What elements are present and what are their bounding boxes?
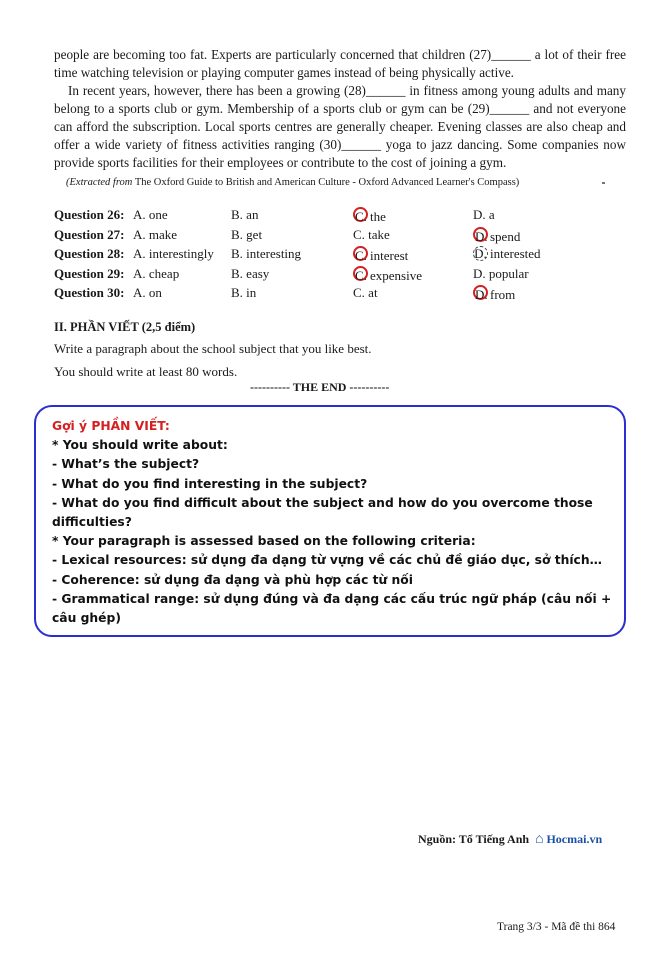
option-c-text: at <box>368 285 378 300</box>
option-d-text: from <box>490 287 516 302</box>
option-b: B. easy <box>231 265 270 281</box>
option-c-text: interest <box>370 248 409 263</box>
option-c-letter: C. <box>353 285 365 300</box>
option-d-letter: D. <box>473 265 486 281</box>
answer-circle-mark: C. <box>355 248 367 263</box>
answer-circle-mark: D. <box>475 228 488 244</box>
the-end-marker: ---------- THE END ---------- <box>250 380 390 394</box>
hint-title: Gợi ý PHẦN VIẾT: <box>52 419 170 433</box>
answer-circle-mark: C. <box>355 267 367 283</box>
option-b: B. in <box>231 285 257 300</box>
option-d <box>473 246 541 262</box>
option-a: A. interestingly <box>133 246 214 261</box>
scan-mark <box>602 182 605 184</box>
hint-line: - Grammatical range: sử dụng đúng và đa dạng các cấu trúc ngữ pháp (câu nối + câu ghép) <box>52 591 612 626</box>
option-c-text: the <box>370 209 386 224</box>
hint-line: * Your paragraph is assessed based on the following criteria: <box>52 534 476 549</box>
option-a: A. cheap <box>133 265 180 281</box>
option-d-text: a <box>488 207 495 222</box>
hint-line: * You should write about: <box>52 438 228 453</box>
answer-circle-mark: C. <box>355 209 367 224</box>
answer-circle-mark: D. <box>475 287 488 302</box>
hint-line: - Coherence: sử dụng đa dạng và phù hợp các từ nối <box>52 572 413 587</box>
option-c <box>353 266 422 284</box>
hint-line: - What’s the subject? <box>52 457 200 472</box>
hint-line: - What do you find difficult about the subject and how do you overcome those difficulties? <box>52 495 593 530</box>
hocmai-logo-icon: ⌂ <box>535 832 544 847</box>
pencil-circle-mark: D. <box>474 246 487 261</box>
option-b: B. an <box>231 207 259 222</box>
passage-paragraph-2: In recent years, however, there has been a growing (28)______ in fitness among young adults and many belong to a sports club or gym. Membership of a sports club or gym can be (29)______ and not everyone can afford the subscription. Local sports centres are generally cheaper. Evening classes are also cheap and offer a wide variety of fitness activities ranging (30)______ yoga to jazz dancing. Some companies now provide sports facilities for their employees or contribute to the cost of joining a gym. <box>54 83 626 170</box>
writing-section-title: II. PHẦN VIẾT (2,5 điểm) <box>54 320 196 334</box>
reading-passage <box>54 46 626 172</box>
option-b: B. get <box>231 226 263 242</box>
option-c <box>353 207 386 225</box>
source-label: Nguồn: Tổ Tiếng Anh <box>418 832 530 846</box>
brand-name: Hocmai.vn <box>546 832 603 846</box>
option-c-letter: C. <box>353 226 365 242</box>
question-label: Question 26: <box>54 207 125 222</box>
option-a: A. one <box>133 207 168 222</box>
writing-prompt: Write a paragraph about the school subject that you like best. <box>54 341 372 356</box>
option-d <box>473 285 515 303</box>
option-c-text: expensive <box>370 267 422 283</box>
option-d <box>473 266 529 282</box>
option-d <box>473 227 520 245</box>
question-label: Question 28: <box>54 246 125 261</box>
question-label: Question 30: <box>54 285 125 300</box>
option-d-text: spend <box>490 228 521 244</box>
writing-hint-box <box>34 405 626 637</box>
hint-line: - What do you find interesting in the subject? <box>52 476 368 491</box>
question-label: Question 29: <box>54 265 125 281</box>
writing-word-requirement: You should write at least 80 words. <box>54 364 238 379</box>
source-title: The Oxford Guide to British and American Culture - Oxford Advanced Learner's Compass) <box>132 177 520 188</box>
option-b: B. interesting <box>231 246 302 261</box>
option-d-letter: D. <box>473 207 486 222</box>
source-credit <box>418 832 602 848</box>
question-label: Question 27: <box>54 226 125 242</box>
option-c <box>353 285 378 301</box>
option-d-text: interested <box>490 246 541 261</box>
option-d-text: popular <box>488 265 529 281</box>
option-c-text: take <box>368 226 390 242</box>
option-d <box>473 207 495 223</box>
option-a: A. on <box>133 285 162 300</box>
hint-line: - Lexical resources: sử dụng đa dạng từ vựng về các chủ đề giáo dục, sở thích… <box>52 553 602 568</box>
passage-source <box>66 177 519 188</box>
passage-paragraph-1: people are becoming too fat. Experts are particularly concerned that children (27)______ a lot of their free time watching television or playing computer games instead of being physically active. <box>54 47 626 80</box>
source-prefix: (Extracted from <box>66 177 133 188</box>
option-c <box>353 246 408 264</box>
option-a: A. make <box>133 226 178 242</box>
option-c <box>353 227 390 243</box>
page-number: Trang 3/3 - Mã đề thi 864 <box>497 921 616 933</box>
